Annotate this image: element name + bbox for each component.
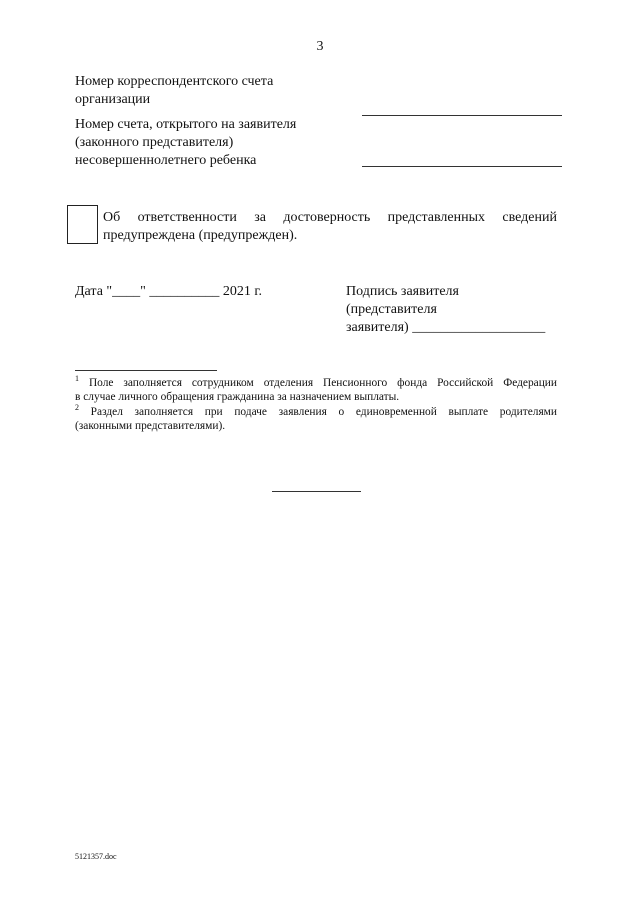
footnote-separator	[75, 370, 217, 371]
footnote-2-line2: (законными представителями).	[75, 420, 226, 432]
account-label	[75, 116, 296, 170]
account-label-line1: Номер счета, открытого на заявителя	[75, 117, 297, 132]
end-separator	[272, 491, 361, 492]
corr-account-label	[75, 73, 273, 109]
footnote-1-line1: Поле заполняется сотрудником отделения Пенсионного фонда Российской Федерации	[88, 377, 557, 389]
date-field[interactable]: Дата "____" __________ 2021 г.	[75, 284, 262, 299]
signature-label-line1: Подпись заявителя	[346, 284, 459, 299]
account-label-line2: (законного представителя)	[75, 135, 234, 150]
footnote-1	[75, 376, 557, 404]
footnote-2	[75, 405, 557, 433]
signature-block	[346, 283, 545, 337]
corr-account-input-line[interactable]	[362, 115, 562, 116]
account-label-line3: несовершеннолетнего ребенка	[75, 153, 257, 168]
page-number: 3	[316, 39, 324, 54]
responsibility-text	[103, 209, 557, 245]
footnote-1-mark: 1	[75, 374, 79, 384]
responsibility-line2: предупреждена (предупрежден).	[103, 228, 298, 243]
responsibility-checkbox[interactable]	[67, 205, 98, 244]
corr-account-label-line2: организации	[75, 92, 151, 107]
footnote-2-line1: Раздел заполняется при подаче заявления о единовременной выплате родителями	[90, 406, 557, 418]
signature-label-line2: (представителя	[346, 302, 437, 317]
footnote-1-line2: в случае личного обращения гражданина за назначением выплаты.	[75, 391, 400, 403]
corr-account-label-line1: Номер корреспондентского счета	[75, 74, 274, 89]
footnote-2-mark: 2	[75, 403, 79, 413]
responsibility-line1: Об ответственности за достоверность представленных сведений	[103, 210, 557, 225]
signature-field[interactable]: заявителя) ___________________	[346, 320, 546, 335]
document-code: 5121357.doc	[75, 852, 117, 861]
account-input-line[interactable]	[362, 166, 562, 167]
